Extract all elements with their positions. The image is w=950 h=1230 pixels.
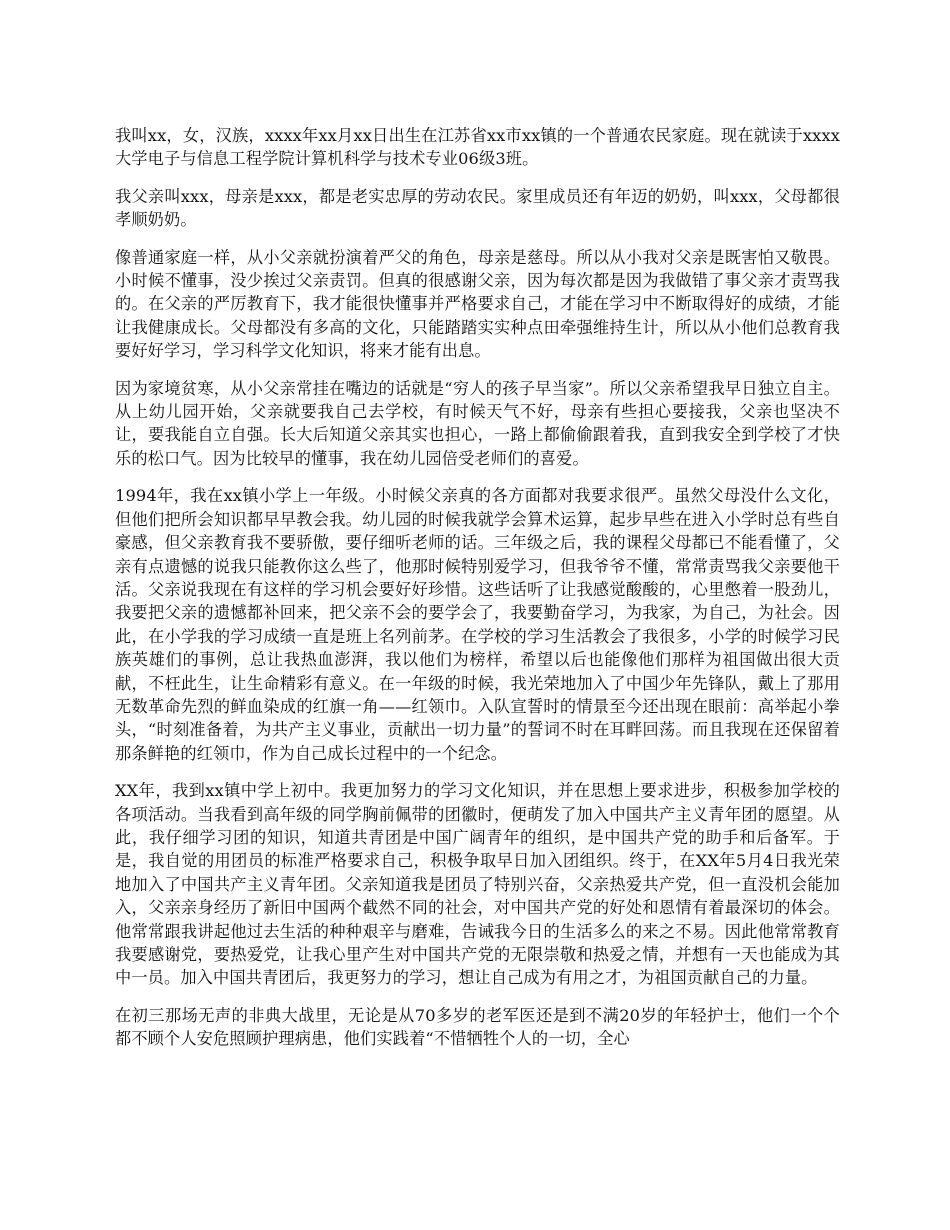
paragraph-middle-school: XX年，我到xx镇中学上初中。我更加努力的学习文化知识，并在思想上要求进步，积极参加学校的各项活动。当我看到高年级的同学胸前佩带的团徽时，便萌发了加入中国共产主义青年团的愿望。从此，我仔细学习团的知识，知道共青团是中国广阔青年的组织，是中国共产党的助手和后备军。于是，我自觉的用团员的标准严格要求自己，积极争取早日加入团组织。终于，在XX年5月4日我光荣地加入了中国共产主义青年团。父亲知道我是团员了特别兴奋，父亲热爱共产党，但一直没机会能加入，父亲亲身经历了新旧中国两个截然不同的社会，对中国共产党的好处和恩情有着最深切的体会。他常常跟我讲起他过去生活的种种艰辛与磨难，告诫我今日的生活多么的来之不易。因此他常常教育我要感谢党，要热爱党，让我心里产生对中国共产党的无限崇敬和热爱之情，并想有一天也能成为其中一员。加入中国共青团后，我更努力的学习，想让自己成为有用之才，为祖国贡献自己的力量。 (115, 781, 840, 988)
paragraph-strict-father: 像普通家庭一样，从小父亲就扮演着严父的角色，母亲是慈母。所以从小我对父亲是既害怕又敬畏。小时候不懂事，没少挨过父亲责罚。但真的很感谢父亲，因为每次都是因为我做错了事父亲才责骂我的。在父亲的严厉教育下，我才能很快懂事并严格要求自己，才能在学习中不断取得好的成绩，才能让我健康成长。父母都没有多高的文化，只能踏踏实实种点田牵强维持生计，所以从小他们总教育我要好好学习，学习科学文化知识，将来才能有出息。 (115, 247, 840, 361)
paragraph-personal-info: 我叫xx，女，汉族，xxxx年xx月xx日出生在江苏省xx市xx镇的一个普通农民家庭。现在就读于xxxx大学电子与信息工程学院计算机科学与技术专业06级3班。 (115, 126, 840, 169)
paragraph-primary-school: 1994年，我在xx镇小学上一年级。小时候父亲真的各方面都对我要求很严。虽然父母没什么文化，但他们把所会知识都早早教会我。幼儿园的时候我就学会算术运算，起步早些在进入小学时总有些自豪感，但父亲教育我不要骄傲，要仔细听老师的话。三年级之后，我的课程父母都已不能看懂了，父亲有点遗憾的说我只能教你这么些了，他那时候特别爱学习，但我爷爷不懂，常常责骂我父亲要他干活。父亲说我现在有这样的学习机会要好好珍惜。这些话听了让我感觉酸酸的，心里憋着一股劲儿，我要把父亲的遗憾都补回来，把父亲不会的要学会了，我要勤奋学习，为我家，为自己，为社会。因此，在小学我的学习成绩一直是班上名列前茅。在学校的学习生活教会了我很多，小学的时候学习民族英雄们的事例，总让我热血澎湃，我以他们为榜样，希望以后也能像他们那样为祖国做出很大贡献，不枉此生，让生命精彩有意义。在一年级的时候，我光荣地加入了中国少年先锋队，戴上了那用无数革命先烈的鲜血染成的红旗一角——红领巾。入队宣誓时的情景至今还出现在眼前：高举起小拳头，“时刻准备着，为共产主义事业，贡献出一切力量”的誓词不时在耳畔回荡。而且我现在还保留着那条鲜艳的红领巾，作为自己成长过程中的一个纪念。 (115, 486, 840, 763)
paragraph-family-members: 我父亲叫xxx，母亲是xxx，都是老实忠厚的劳动农民。家里成员还有年迈的奶奶，叫xxx，父母都很孝顺奶奶。 (115, 186, 840, 230)
paragraph-sars: 在初三那场无声的非典大战里，无论是从70多岁的老军医还是到不满20岁的年轻护士，他们一个个都不顾个人安危照顾护理病患，他们实践着“不惜牺牲个人的一切，全心 (115, 1005, 840, 1049)
document-body (115, 124, 840, 1065)
paragraph-independence: 因为家境贫寒，从小父亲常挂在嘴边的话就是“穷人的孩子早当家”。所以父亲希望我早日独立自主。从上幼儿园开始，父亲就要我自己去学校，有时候天气不好，母亲有些担心要接我，父亲也坚决不让，要我能自立自强。长大后知道父亲其实也担心，一路上都偷偷跟着我，直到我安全到学校了才快乐的松口气。因为比较早的懂事，我在幼儿园倍受老师们的喜爱。 (115, 378, 840, 468)
